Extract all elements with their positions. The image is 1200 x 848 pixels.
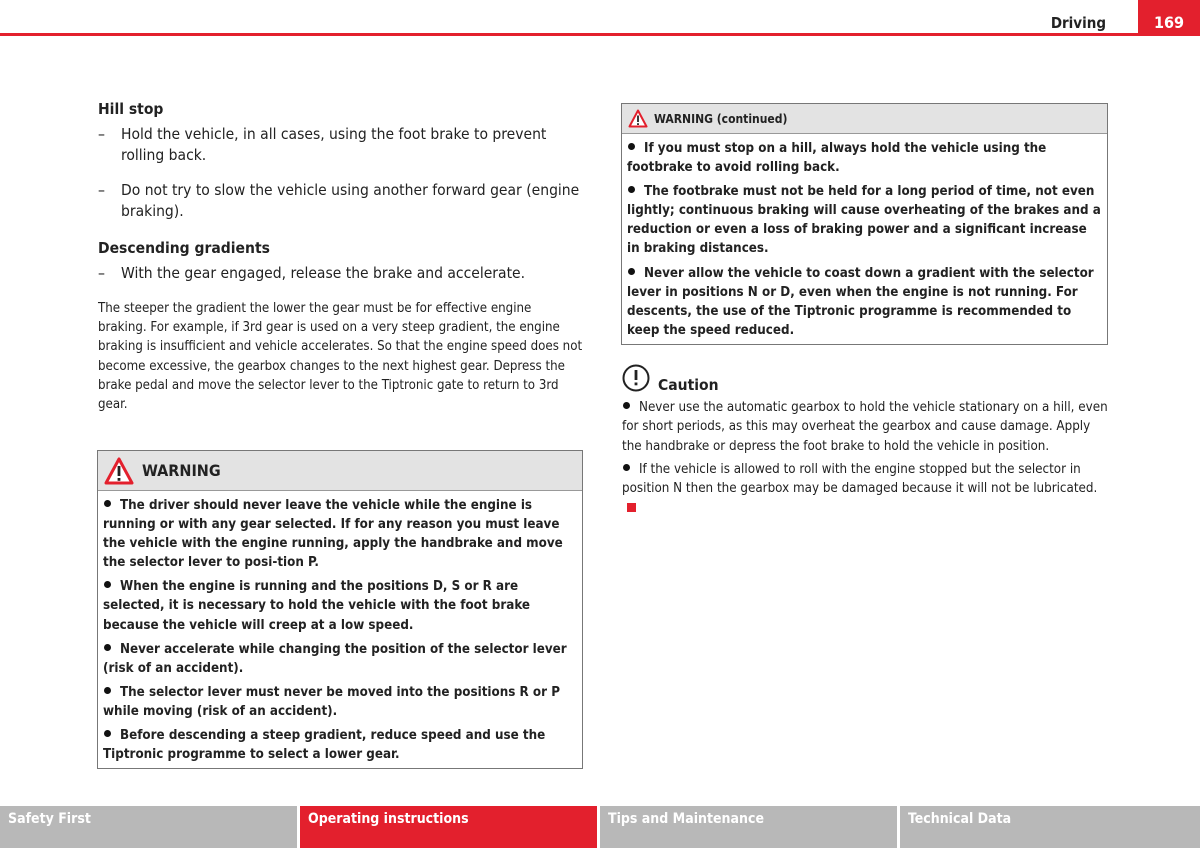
warning-item: Before descending a steep gradient, reduce speed and use the Tiptronic programme to select a lower gear. — [103, 728, 546, 763]
warning-item: The driver should never leave the vehicle while the engine is running or with any gear selected. If for any reason you must leave the vehicle with the engine running, apply the handbrake and move the selector lever to posi-tion P. — [103, 498, 563, 571]
footer-nav — [0, 806, 1200, 848]
warning-item: Never accelerate while changing the position of the selector lever (risk of an accident). — [103, 641, 567, 676]
caution-exclamation-icon — [622, 364, 652, 394]
tab-operating-instructions[interactable]: Operating instructions — [300, 806, 597, 848]
tab-safety-first[interactable]: Safety First — [0, 806, 297, 848]
warning-continued-title: WARNING (continued) — [654, 111, 788, 126]
bullet-icon — [104, 687, 111, 694]
warning-item: The footbrake must not be held for a long period of time, not even lightly; continuous braking will cause overheating of the brakes and a reduction or even a loss of braking power and a significant increase in braking distances. — [627, 184, 1101, 257]
list-item: – Hold the vehicle, in all cases, using the foot brake to prevent rolling back. — [98, 124, 583, 166]
bullet-icon — [104, 644, 111, 651]
bullet-icon — [104, 581, 111, 588]
warning-box-header — [98, 451, 582, 491]
warning-item: The selector lever must never be moved into the positions R or P while moving (risk of an accident). — [103, 684, 560, 719]
descending-heading: Descending gradients — [98, 239, 270, 257]
page-number: 169 — [1138, 0, 1200, 36]
end-marker-icon — [627, 503, 636, 512]
warning-item: If you must stop on a hill, always hold the vehicle using the footbrake to avoid rolling back. — [627, 141, 1047, 176]
caution-item: Never use the automatic gearbox to hold the vehicle stationary on a hill, even for short periods, as this may overheat the gearbox and cause damage. Apply the handbrake or depress the foot brake to hold the vehicle in position. — [622, 400, 1108, 454]
bullet-icon — [623, 402, 630, 409]
warning-item: Never allow the vehicle to coast down a gradient with the selector lever in positions N or D, even when the engine is not running. For descents, the use of the Tiptronic programme is recommended to keep the speed reduced. — [627, 265, 1094, 338]
tab-technical-data[interactable]: Technical Data — [900, 806, 1200, 848]
bullet-icon — [628, 186, 635, 193]
warning-item: When the engine is running and the positions D, S or R are selected, it is necessary to hold the vehicle with the foot brake because the vehicle will creep at a low speed. — [103, 579, 531, 633]
left-column — [98, 100, 583, 414]
warning-continued-header — [622, 104, 1107, 134]
bullet-icon — [104, 500, 111, 507]
warning-title: WARNING — [142, 461, 221, 480]
caution-section — [622, 364, 1108, 522]
bullet-icon — [104, 730, 111, 737]
body-paragraph: The steeper the gradient the lower the gear must be for effective engine braking. For example, if 3rd gear is used on a very steep gradient, the engine braking is insufficient and vehicle accelerates. So that the engine speed does not become excessive, the gearbox changes to the next highest gear. Depress the brake pedal and move the selector lever to the Tiptronic gate to return to 3rd gear. — [98, 301, 583, 413]
tab-tips-and-maintenance[interactable]: Tips and Maintenance — [600, 806, 897, 848]
warning-continued-box — [621, 103, 1108, 345]
header-rule — [0, 33, 1200, 36]
list-item: – With the gear engaged, release the brake and accelerate. — [98, 263, 583, 284]
list-item: – Do not try to slow the vehicle using another forward gear (engine braking). — [98, 180, 583, 222]
caution-heading-row — [622, 364, 1108, 394]
bullet-icon — [623, 464, 630, 471]
bullet-icon — [628, 143, 635, 150]
caution-title: Caution — [658, 376, 719, 394]
warning-triangle-icon — [104, 457, 134, 485]
warning-triangle-icon — [628, 109, 648, 128]
section-title: Driving — [1050, 14, 1106, 32]
hill-stop-heading: Hill stop — [98, 100, 164, 118]
caution-item: If the vehicle is allowed to roll with the engine stopped but the selector in position N then the gearbox may be damaged because it will not be lubricated. — [622, 460, 1108, 518]
bullet-icon — [628, 268, 635, 275]
warning-box — [97, 450, 583, 769]
